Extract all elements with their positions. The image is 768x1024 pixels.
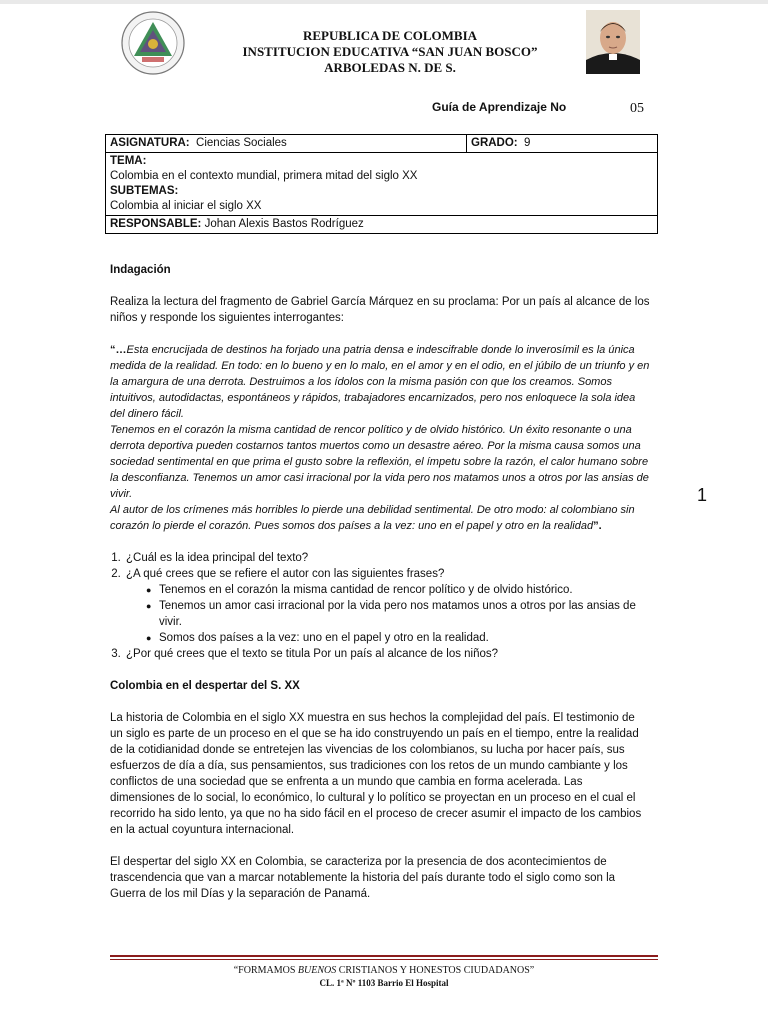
guide-label: Guía de Aprendizaje No [432, 100, 567, 114]
section-title: Colombia en el despertar del S. XX [110, 680, 300, 692]
subtemas-value: Colombia al iniciar el siglo XX [110, 200, 262, 212]
phrase-list [126, 582, 650, 646]
school-crest-logo [120, 10, 186, 76]
subtemas-label: SUBTEMAS: [110, 185, 179, 197]
page-number: 1 [697, 485, 708, 505]
footer-rule-thin [110, 959, 658, 960]
responsable-value: Johan Alexis Bastos Rodríguez [204, 218, 364, 230]
guide-number: 05 [630, 101, 644, 116]
section-paragraph-1: La historia de Colombia en el siglo XX muestra en sus hechos la complejidad del país. El testimonio de un siglo es parte de un proceso en el que se ha ido construyendo un país en el tiempo, entre la realidad de la cotidianidad donde se entretejen las vivencias de los colombianos, su lucha por hacer país, sus esfuerzos de día a día, sus pensamientos, sus tradiciones con los retos de un mundo cambiante y los conflictos de una sociedad que se enfrenta a un mundo que cambia en forma acelerada. Las dimensiones de lo social, lo económico, lo cultural y lo político se proyectan en un proceso en el cual el recorrido ha sido lento, ya que no ha sido fácil en el proceso de crecer asumir el impacto de los cambios en la actual coyuntura internacional. [110, 712, 642, 836]
header-line-country: REPUBLICA DE COLOMBIA [302, 28, 478, 43]
question-2-text: ¿A qué crees que se refiere el autor con las siguientes frases? [126, 568, 445, 580]
quote-paragraph-1: Esta encrucijada de destinos ha forjado una patria densa e indescifrable donde lo inverosímil es la única medida de la realidad. En todo: en lo bueno y en lo malo, en el amor y en el odio, en el júbilo de un triunfo y en la amargura de una derrota. Destruimos a los ídolos con la misma pasión con que los creamos. Somos intuitivos, autodidactas, espontáneos y rápidos, trabajadores encarnizados, pero nos enloquece la sola idea del dinero fácil. [110, 344, 650, 420]
question-3: 3. ¿Por qué crees que el texto se titula Por un país al alcance de los niños? [124, 646, 650, 662]
info-table [105, 134, 658, 234]
quote-close-mark: ”. [593, 520, 602, 532]
tema-value: Colombia en el contexto mundial, primera mitad del siglo XX [110, 170, 418, 182]
asignatura-value: Ciencias Sociales [196, 137, 287, 149]
footer-motto [110, 964, 658, 977]
quote-paragraph-2: Tenemos en el corazón la misma cantidad de rencor político y de olvido histórico. Un éxito resonante o una derrota deportiva pueden costarnos tantos muertos como un desastre aéreo. Por la misma causa somos una sociedad sentimental en que prima el gusto sobre la reflexión, el ímpetu sobre la razón, el calor humano sobre la desconfianza. Tenemos un amor casi irracional por la vida pero nos matamos unos a otros por las ansias de vivir. [110, 424, 649, 500]
phrase-item: ● Tenemos en el corazón la misma cantidad de rencor político y de olvido histórico. [146, 582, 650, 598]
header-line-institution: INSTITUCION EDUCATIVA “SAN JUAN BOSCO” [242, 44, 538, 59]
footer-cut-line [110, 990, 658, 996]
quote-open-mark: “… [110, 344, 127, 356]
footer-rule [110, 955, 658, 957]
asignatura-label: ASIGNATURA: [110, 137, 190, 149]
responsable-cell [106, 216, 658, 234]
quote-block [110, 342, 650, 534]
motto-end: CRISTIANOS Y HONESTOS CIUDADANOS” [336, 965, 535, 976]
grado-label: GRADO: [471, 137, 518, 149]
main-content [110, 262, 650, 902]
grado-value: 9 [524, 137, 531, 149]
tema-cell [106, 153, 658, 216]
header-line-town: ARBOLEDAS N. DE S. [324, 60, 456, 75]
question-list [110, 550, 650, 662]
question-2 [124, 566, 650, 646]
footer-address: CL. 1ª Nº 1103 Barrio El Hospital [319, 978, 449, 988]
motto-emphasis: BUENOS [297, 965, 337, 976]
phrase-item: ● Tenemos un amor casi irracional por la vida pero nos matamos unos a otros por las ansias de vivir. [146, 598, 650, 630]
portrait-image [586, 10, 640, 74]
responsable-label: RESPONSABLE: [110, 218, 202, 230]
grado-cell [467, 135, 658, 153]
document-header [200, 28, 580, 76]
top-bar [0, 0, 768, 4]
section-paragraph-2: El despertar del siglo XX en Colombia, se caracteriza por la presencia de dos acontecimientos de trascendencia que van a marcar notablemente la historia del país durante todo el siglo como son la Guerra de los mil Días y la separación de Panamá. [110, 856, 616, 900]
footer [110, 964, 658, 996]
quote-paragraph-3: Al autor de los crímenes más horribles lo pierde una debilidad sentimental. De otro modo: al colombiano sin corazón lo pierde el corazón. Pues somos dos países a la vez: uno en el papel y otro en la realidad [110, 504, 635, 532]
indagacion-instruction: Realiza la lectura del fragmento de Gabriel García Márquez en su proclama: Por un país al alcance de los niños y responde los siguientes interrogantes: [110, 296, 650, 324]
phrase-item: ● Somos dos países a la vez: uno en el papel y otro en la realidad. [146, 630, 650, 646]
question-1: 1. ¿Cuál es la idea principal del texto? [124, 550, 650, 566]
motto-start: “FORMAMOS [233, 965, 298, 976]
tema-label: TEMA: [110, 155, 147, 167]
indagacion-title: Indagación [110, 264, 171, 276]
asignatura-cell [106, 135, 467, 153]
